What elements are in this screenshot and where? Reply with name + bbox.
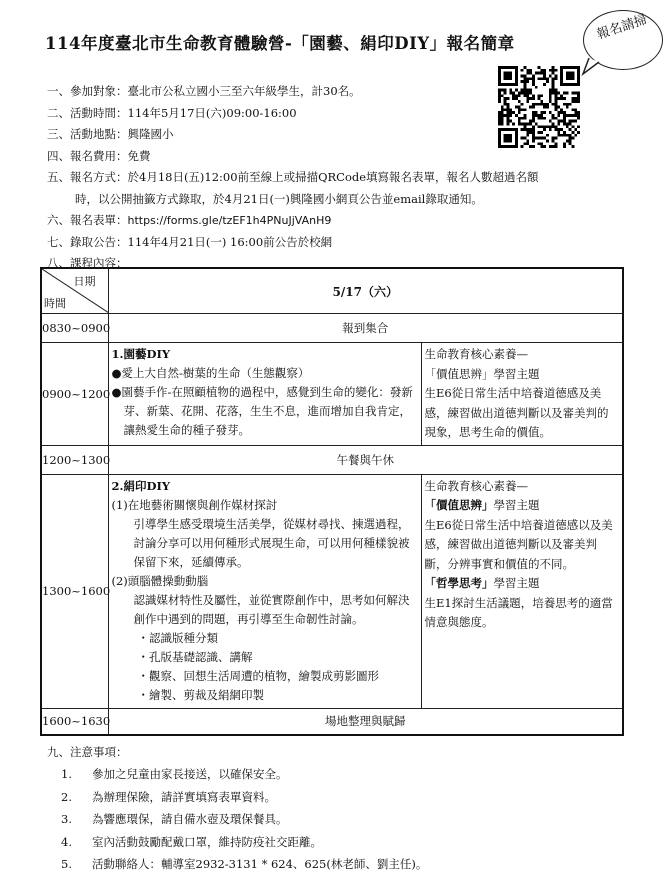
info-target: 一、參加對象：臺北市公私立國小三至六年級學生，計30名。 (47, 84, 361, 98)
core-literacy (421, 343, 623, 446)
info-form: 六、報名表單：https://forms.gle/tzEF1h4PNuJjVAnH9 (47, 213, 332, 227)
page-title: 114年度臺北市生命教育體驗營-「園藝、絹印DIY」報名簡章 (45, 34, 515, 53)
activity-title: 1.園藝DIY (111, 347, 171, 361)
row-time: 1600~1630 (41, 708, 108, 735)
core-literacy (421, 474, 623, 708)
literacy-text: 生E1探討生活議題，培養思考的適當情意與態度。 (424, 595, 613, 629)
header-corner (41, 268, 108, 314)
note-item: 2. 為辦理保險，請詳實填寫表單資料。 (61, 789, 276, 804)
literacy-theme: 「價值思辨」學習主題 (424, 366, 540, 381)
info-location: 三、活動地點：興隆國小 (47, 127, 174, 141)
activity-item: ・認識版種分類 (137, 630, 218, 645)
activity-item: ・繪製、剪裁及絹網印製 (137, 687, 264, 702)
row-time: 0900~1200 (41, 343, 108, 446)
note-item: 3. 為響應環保，請自備水壺及環保餐具。 (61, 812, 288, 826)
row-text: 報到集合 (108, 314, 623, 343)
activity-line: ●園藝手作-在照顧植物的過程中，感覺到生命的變化：發新芽、新葉、花開、花落，生生不息，進而增加自我肯定，讓熱愛生命的種子發芽。 (111, 385, 413, 437)
header-time: 時間 (44, 297, 66, 310)
activity-title: 2.絹印DIY (111, 478, 171, 493)
activity-silkscreen (108, 474, 421, 708)
activity-line: 引導學生感受環境生活美學，從媒材尋找、揀選過程，討論分享可以用何種形式展現生命，可以用何種樣貌被保留下來，延續傳承。 (133, 516, 410, 569)
activity-subheading: (2)頭腦體操動動腦 (111, 573, 209, 588)
literacy-title: 生命教育核心素養— (424, 478, 528, 493)
note-item: 5. 活動聯絡人：輔導室2932-3131 * 624、625(林老師、劉主任)。 (61, 857, 428, 871)
header-day: 5/17（六） (108, 268, 623, 314)
activity-subheading: (1)在地藝術關懷與創作媒材探討 (111, 497, 278, 512)
form-link[interactable]: https://forms.gle/tzEF1h4PNuJjVAnH9 (127, 214, 332, 227)
info-time: 二、活動時間：114年5月17日(六)09:00-16:00 (47, 105, 297, 120)
literacy-theme: 「價值思辨」學習主題 (424, 498, 540, 512)
notes-heading: 九、注意事項： (47, 745, 128, 759)
info-course: 八、課程內容： (47, 256, 128, 270)
literacy-text: 生E6從日常生活中培養道德感及美感，練習做出道德判斷以及審美判的現象，思考生命的價值。 (424, 386, 609, 439)
activity-line: 認識媒材特性及屬性，並從實際創作中，思考如何解決創作中遇到的問題，再引導至生命韌性討論。 (133, 592, 410, 626)
info-section (47, 81, 637, 275)
literacy-title: 生命教育核心素養— (424, 347, 528, 361)
row-text: 場地整理與賦歸 (108, 708, 623, 735)
badge-text: 報名請掃 (594, 12, 650, 43)
header-date: 日期 (73, 275, 96, 288)
info-method-cont: 時，以公開抽籤方式錄取，於4月21日(一)興隆國小網頁公告並email錄取通知。 (75, 191, 483, 206)
speech-bubble-tail (583, 58, 601, 76)
literacy-theme: 「哲學思考」學習主題 (424, 576, 540, 590)
row-time: 1200~1300 (41, 445, 108, 474)
literacy-text: 生E6從日常生活中培養道德感以及美感，練習做出道德判斷以及審美判斷，分辨事實和價值的不同。 (424, 517, 613, 571)
notes-section (47, 742, 647, 876)
activity-line: ●愛上大自然-樹葉的生命（生態觀察） (111, 366, 310, 380)
note-item: 1. 參加之兒童由家長接送，以確保安全。 (61, 767, 288, 781)
row-time: 1300~1600 (41, 474, 108, 708)
info-announce: 七、錄取公告：114年4月21日(一) 16:00前公告於校網 (47, 234, 333, 249)
schedule-table (40, 267, 624, 736)
info-fee: 四、報名費用：免費 (47, 148, 151, 163)
row-time: 0830~0900 (41, 314, 108, 343)
info-method: 五、報名方式：於4月18日(五)12:00前至線上或掃描QRCode填寫報名表單，報名人數超過名額 (47, 170, 539, 184)
activity-item: ・觀察、回想生活周遭的植物，繪製成剪影圖形 (137, 668, 379, 683)
activity-item: ・孔版基礎認識、講解 (137, 649, 253, 664)
activity-gardening (108, 343, 421, 446)
row-text: 午餐與午休 (108, 445, 623, 474)
note-item: 4. 室內活動鼓勵配戴口罩，維持防疫社交距離。 (61, 834, 322, 849)
